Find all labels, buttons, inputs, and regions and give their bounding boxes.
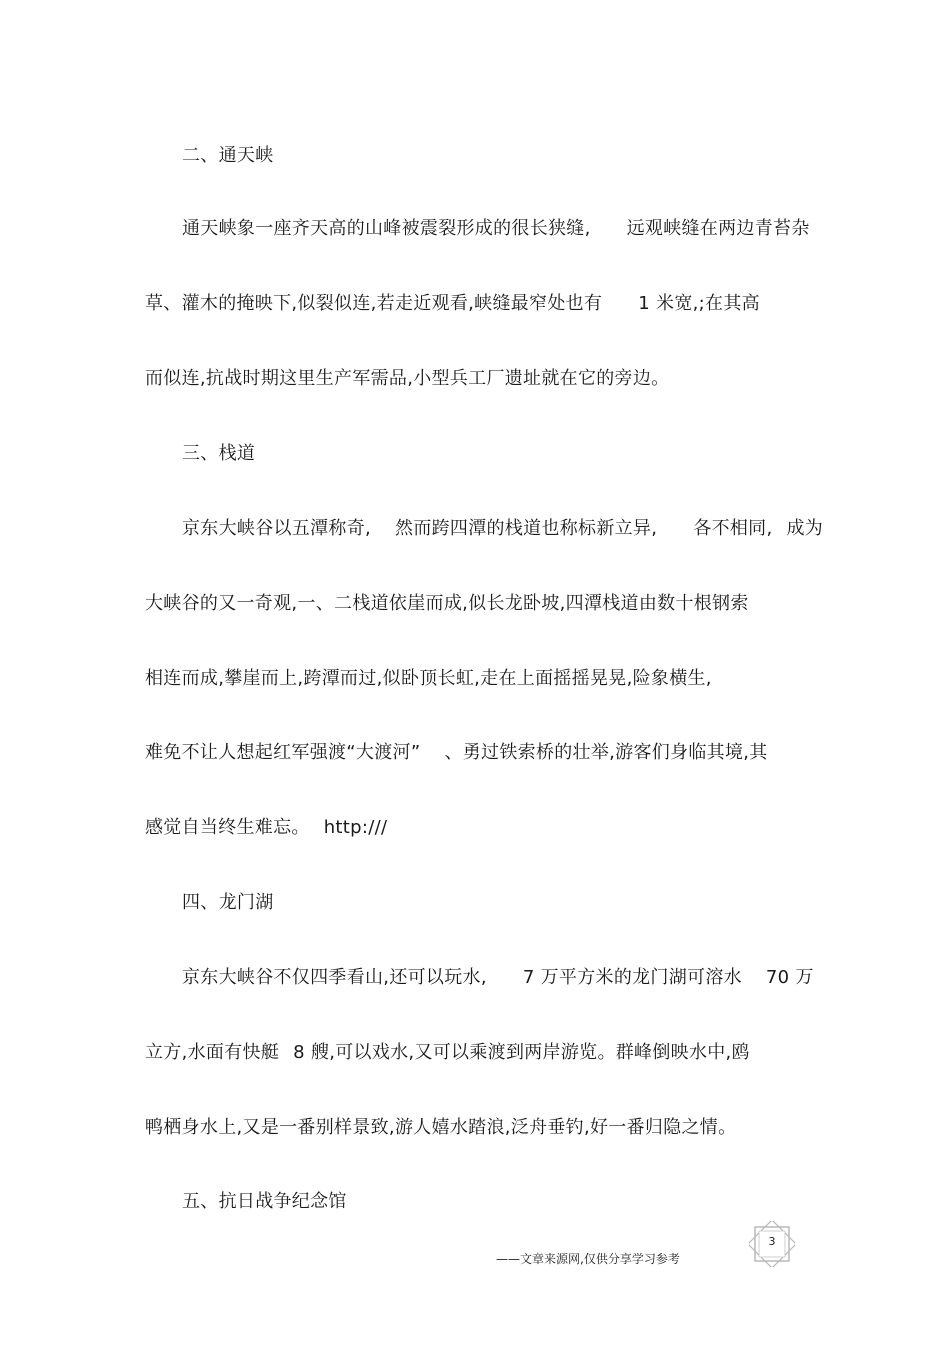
paragraph-line: 鸭栖身水上,又是一番别样景致,游人嬉水踏浪,泛舟垂钓,好一番归隐之情。 [145, 1117, 737, 1138]
paragraph-line: 京东大峡谷不仅四季看山,还可以玩水, 7 万平方米的龙门湖可溶水 70 万 [182, 967, 814, 988]
paragraph-line: 京东大峡谷以五潭称奇, 然而跨四潭的栈道也称标新立异, 各不相同, 成为 [182, 518, 824, 539]
footer-source-note: ——文章来源网,仅供分享学习参考 [496, 1252, 680, 1266]
page-number-badge [749, 1221, 795, 1267]
paragraph-line: 立方,水面有快艇 8 艘,可以戏水,又可以乘渡到两岸游览。群峰倒映水中,鸥 [145, 1042, 750, 1063]
paragraph-line: 通天峡象一座齐天高的山峰被震裂形成的很长狭缝, 远观峡缝在两边青苔杂 [182, 218, 810, 239]
section-heading-tongtianxia: 二、通天峡 [182, 145, 274, 166]
paragraph-line: 而似连,抗战时期这里生产军需品,小型兵工厂遗址就在它的旁边。 [145, 368, 670, 389]
source-link[interactable]: http:/// [323, 817, 388, 838]
section-heading-memorial: 五、抗日战争纪念馆 [182, 1191, 347, 1212]
section-heading-zhandao: 三、栈道 [182, 443, 256, 464]
page-number: 3 [768, 1235, 776, 1248]
paragraph-line: 相连而成,攀崖而上,跨潭而过,似卧顶长虹,走在上面摇摇晃晃,险象横生, [145, 668, 712, 689]
paragraph-line: 草、灌木的掩映下,似裂似连,若走近观看,峡缝最窄处也有 1 米宽,;在其高 [145, 293, 760, 314]
paragraph-line: 感觉自当终生难忘。 http:/// [145, 817, 388, 838]
paragraph-line: 难免不让人想起红军强渡“大渡河” 、勇过铁索桥的壮举,游客们身临其境,其 [145, 742, 768, 763]
section-heading-longmenhu: 四、龙门湖 [182, 892, 274, 913]
paragraph-line: 大峡谷的又一奇观,一、二栈道依崖而成,似长龙卧坡,四潭栈道由数十根钢索 [145, 593, 749, 614]
